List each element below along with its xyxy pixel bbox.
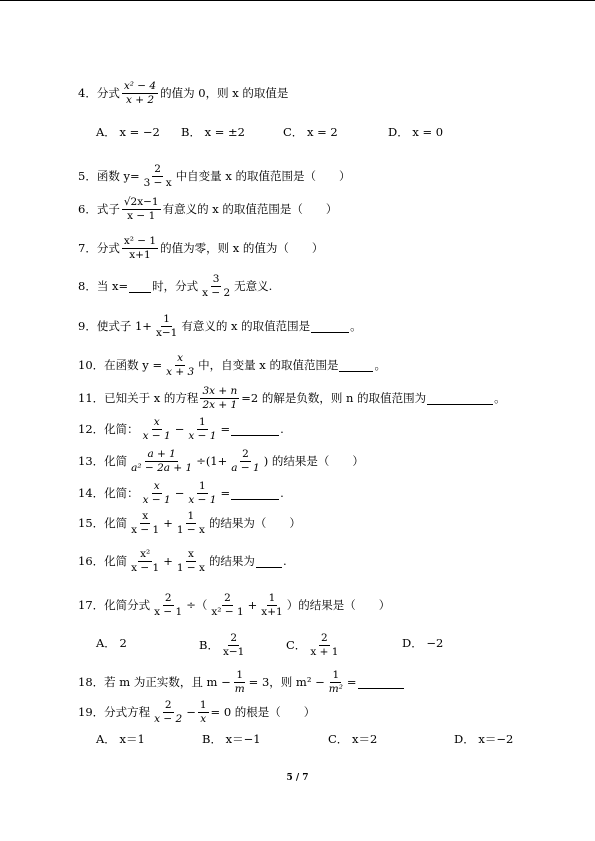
q17-fraction-1 (152, 592, 184, 619)
q14-end: . (280, 485, 284, 500)
q11-pre: 11．已知关于 x 的方程 (78, 390, 199, 405)
q4-post: 的值为 0，则 x 的取值是 (160, 85, 289, 100)
q5-post: 中自变量 x 的取值范围是（ ） (175, 168, 351, 183)
q12-fraction-1 (141, 416, 173, 443)
q14-fraction-2 (186, 480, 218, 507)
q11-den: 2x + 1 (202, 399, 238, 411)
q17-option-b (199, 632, 248, 659)
q11-num: 3x + n (202, 385, 238, 397)
q19-post: = 0 的根是（ ） (210, 704, 316, 719)
q11-end: 。 (494, 390, 506, 405)
q10-blank[interactable] (339, 360, 373, 372)
q12-num2: 1 (199, 416, 206, 428)
q16-post: 的结果为 (208, 553, 255, 568)
q8-den: x − 2 (202, 287, 231, 299)
q15-num1: x (142, 510, 149, 522)
q6-num: √2x−1 (123, 196, 159, 208)
q13-post: ) 的结果是（ ） (263, 453, 364, 468)
q19-option-a: A． x＝1 (96, 732, 145, 746)
q7-pre: 7．分式 (78, 240, 120, 255)
q13-pre: 13．化简 (78, 453, 128, 468)
q17-fraction-2 (209, 592, 245, 619)
q4-num: x² − 4 (123, 80, 157, 92)
q11-fraction (200, 385, 239, 412)
q17-op: ÷（ (186, 597, 208, 612)
q13-num2: 2 (242, 448, 249, 460)
q17-option-c (286, 632, 342, 659)
q15-den2: 1 − x (176, 524, 205, 536)
q4-den: x + 2 (125, 94, 155, 106)
q16-fraction-1 (129, 548, 161, 575)
q9-pre: 9．使式子 1+ (78, 318, 152, 333)
q18-fraction-1 (233, 669, 247, 696)
q17-optC-den: x + 1 (310, 646, 339, 658)
q18-num2: 1 (332, 669, 340, 681)
q19-pre: 19．分式方程 (78, 704, 151, 719)
q17-post: ）的结果是（ ） (286, 597, 391, 612)
q8-num: 3 (212, 273, 220, 285)
q7-num: x² − 1 (123, 235, 157, 247)
q19-num2: 1 (199, 699, 207, 711)
q17-option-b-label: B． (199, 637, 219, 652)
q17-num2: 2 (224, 592, 231, 604)
q16-den2: 1 − x (176, 562, 205, 574)
q14-num2: 1 (199, 480, 206, 492)
q8-post: 无意义. (234, 278, 273, 293)
question-13 (78, 448, 364, 475)
q6-pre: 6．式子 (78, 201, 120, 216)
q17-option-d: D． −2 (402, 636, 444, 650)
q12-op: − (174, 421, 185, 436)
q18-eq: = (346, 674, 357, 689)
q12-pre: 12．化简： (78, 421, 139, 436)
q15-op: + (163, 515, 173, 530)
q8-blank[interactable] (129, 281, 151, 293)
q15-den1: x − 1 (131, 524, 160, 536)
q9-den: x−1 (155, 327, 178, 339)
q14-den1: x − 1 (142, 494, 171, 506)
q19-option-b: B． x＝−1 (202, 732, 261, 746)
q12-den2: x − 1 (188, 430, 217, 442)
q14-den2: x − 1 (188, 494, 217, 506)
q14-eq: = (220, 485, 231, 500)
q12-num1: x (153, 416, 160, 428)
q17-option-b-fraction (221, 632, 246, 659)
q17-option-a: A． 2 (96, 636, 127, 650)
q17-num1: 2 (164, 592, 172, 604)
question-10 (78, 352, 386, 379)
q9-end: 。 (350, 318, 362, 333)
q16-pre: 16．化简 (78, 553, 128, 568)
q15-pre: 15．化简 (78, 515, 128, 530)
q13-den1: a² − 2a + 1 (131, 462, 193, 474)
q18-num1: 1 (236, 669, 244, 681)
q16-fraction-2 (175, 548, 207, 575)
q19-fraction-2 (198, 699, 209, 726)
q19-option-c: C． x＝2 (328, 732, 378, 746)
q7-fraction (122, 235, 158, 262)
question-14 (78, 480, 284, 507)
q13-fraction-2 (229, 448, 261, 475)
q15-post: 的结果为（ ） (208, 515, 301, 530)
q17-option-c-label: C． (286, 637, 307, 652)
q19-op: − (186, 704, 196, 719)
question-16 (78, 548, 287, 575)
question-6 (78, 196, 337, 223)
q17-op2: + (247, 597, 258, 612)
q18-blank[interactable] (358, 677, 404, 689)
q12-den1: x − 1 (142, 430, 171, 442)
q16-blank[interactable] (256, 556, 282, 568)
q14-blank[interactable] (231, 488, 279, 500)
q10-fraction (164, 352, 196, 379)
q13-op: ÷(1+ (196, 453, 228, 468)
q16-den1: x − 1 (131, 562, 160, 574)
q16-op: + (163, 553, 173, 568)
question-9 (78, 313, 362, 340)
q17-optB-den: x−1 (222, 646, 245, 658)
q19-den1: x − 2 (154, 713, 183, 725)
q15-fraction-2 (175, 510, 207, 537)
q10-pre: 10．在函数 y = (78, 357, 163, 372)
q12-fraction-2 (186, 416, 218, 443)
q5-num: 2 (154, 163, 161, 175)
q6-fraction (122, 196, 161, 223)
q13-fraction-1 (129, 448, 194, 475)
q15-num2: 1 (187, 510, 195, 522)
q7-den: x+1 (129, 249, 151, 261)
q4-option-d: D． x = 0 (388, 125, 444, 139)
q8-fraction (200, 273, 232, 300)
q7-post: 的值为零，则 x 的值为（ ） (160, 240, 324, 255)
q10-end: 。 (374, 357, 386, 372)
q17-pre: 17．化简分式 (78, 597, 151, 612)
q14-fraction-1 (141, 480, 173, 507)
q6-post: 有意义的 x 的取值范围是（ ） (162, 201, 338, 216)
q12-blank[interactable] (231, 424, 279, 436)
q5-den: 3 − x (143, 177, 172, 189)
question-18 (78, 669, 405, 696)
q17-optC-num: 2 (321, 632, 328, 644)
q18-den2: m² (328, 683, 343, 695)
q14-pre: 14．化简： (78, 485, 139, 500)
q10-post: 中，自变量 x 的取值范围是 (198, 357, 339, 372)
question-17 (78, 592, 390, 619)
q16-num2: x (187, 548, 194, 560)
q18-fraction-2 (327, 669, 345, 696)
q4-option-b: B． x = ±2 (181, 125, 245, 139)
q9-num: 1 (163, 313, 170, 325)
q18-pre: 18．若 m 为正实数，且 m − (78, 674, 231, 689)
q12-end: . (280, 421, 284, 436)
q18-den1: m (234, 683, 245, 695)
q18-mid: = 3，则 m² − (248, 674, 325, 689)
q17-fraction-3 (259, 592, 284, 619)
q10-num: x (177, 352, 184, 364)
question-12 (78, 416, 284, 443)
q14-num1: x (153, 480, 160, 492)
q8-pre: 8．当 x= (78, 278, 129, 293)
question-11 (78, 385, 506, 412)
q4-fraction (122, 80, 158, 107)
q16-num1: x² (140, 548, 151, 560)
q10-den: x + 3 (166, 366, 195, 378)
question-4 (78, 80, 288, 107)
question-7 (78, 235, 323, 262)
q5-fraction (142, 163, 174, 190)
q19-num1: 2 (164, 699, 172, 711)
q19-den2: x (200, 713, 207, 725)
q17-den3: x+1 (261, 606, 283, 618)
q17-den1: x − 1 (154, 606, 183, 618)
q19-fraction-1 (152, 699, 184, 726)
question-8 (78, 273, 272, 300)
q6-den: x − 1 (127, 210, 156, 222)
q17-num3: 1 (268, 592, 276, 604)
q17-den2: x² − 1 (211, 606, 244, 618)
q9-blank[interactable] (311, 321, 349, 333)
q4-option-c: C． x = 2 (283, 125, 338, 139)
q5-pre: 5．函数 y= (78, 168, 140, 183)
q9-post: 有意义的 x 的取值范围是 (181, 318, 311, 333)
page-number: 5 / 7 (286, 773, 309, 783)
q9-fraction (154, 313, 179, 340)
q19-option-d: D． x＝−2 (454, 732, 514, 746)
q15-fraction-1 (129, 510, 161, 537)
q4-option-a: A． x = −2 (96, 125, 160, 139)
q14-op: − (174, 485, 185, 500)
q16-end: . (282, 553, 287, 568)
question-5 (78, 163, 350, 190)
q17-optB-num: 2 (230, 632, 237, 644)
question-15 (78, 510, 301, 537)
q4-pre: 4．分式 (78, 85, 120, 100)
top-rule (0, 0, 595, 1)
q13-num1: a + 1 (147, 448, 176, 460)
q17-option-c-fraction (308, 632, 340, 659)
q12-eq: = (220, 421, 231, 436)
q11-blank[interactable] (427, 393, 493, 405)
q13-den2: a − 1 (231, 462, 260, 474)
question-19 (78, 699, 315, 726)
q11-post: =2 的解是负数，则 n 的取值范围为 (241, 390, 427, 405)
q8-mid: 时，分式 (152, 278, 199, 293)
